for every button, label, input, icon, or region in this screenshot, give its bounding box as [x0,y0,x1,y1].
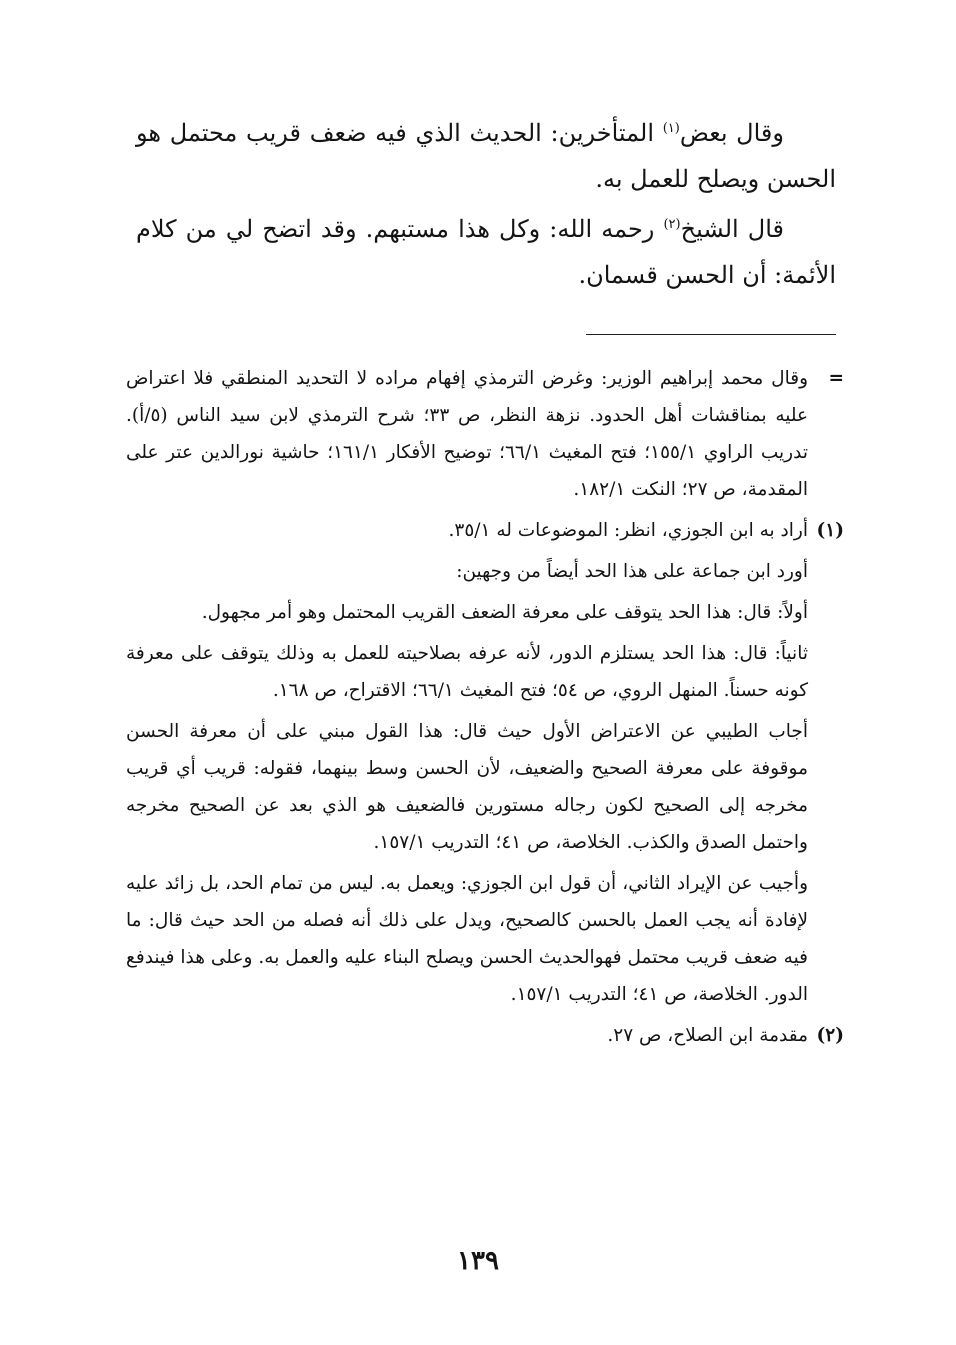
footnote-text: وقال محمد إبراهيم الوزير: وغرض الترمذي إفهام مراده لا التحديد المنطقي فلا اعتراض عليه بمناقشات أهل الحدود. نزهة النظر، ص ٣٣؛ شرح الترمذي لابن سيد الناس (٥/أ). تدريب الراوي ١٥٥/١؛ فتح المغيث ٦٦/١؛ توضيح الأفكار ١٦١/١؛ حاشية نورالدين عتر على المقدمة، ص ٢٧؛ النكت ١٨٢/١. [126,368,809,500]
footnote-ref-1: (١) [662,121,680,136]
main-paragraph [136,110,836,202]
footnote-text: مقدمة ابن الصلاح، ص ٢٧. [607,1025,808,1046]
footnote-separator [586,334,836,335]
footnote-text: ثانياً: قال: هذا الحد يستلزم الدور، لأنه عرفه بصلاحيته للعمل به وذلك يتوقف على معرفة كونه حسناً. المنهل الروي، ص ٥٤؛ فتح المغيث ٦٦/١؛ الاقتراح، ص ١٦٨. [126,643,808,701]
main-paragraph [136,206,836,298]
footnote-text: أورد ابن جماعة على هذا الحد أيضاً من وجهين: [456,561,808,582]
footnote-text: وأجيب عن الإيراد الثاني، أن قول ابن الجوزي: ويعمل به. ليس من تمام الحد، بل زائد عليه لإفادة أنه يجب العمل بالحسن كالصحيح، ويدل على ذلك أنه فصله من الحد حيث قال: ما فيه ضعف قريب محتمل فهوالحديث الحسن ويصلح البناء عليه والعمل به. وعلى هذا فيندفع الدور. الخلاصة، ص ٤١؛ التدريب ١٥٧/١. [126,873,808,1005]
footnote-text: أولاً: قال: هذا الحد يتوقف على معرفة الضعف القريب المحتمل وهو أمر مجهول. [201,602,808,623]
footnotes [126,360,844,1058]
footnote-2 [126,1017,844,1054]
main-paragraph-text: رحمه الله: وكل هذا مستبهم. وقد اتضح لي من كلام الأئمة: أن الحسن قسمان. [136,215,836,289]
main-text [136,110,836,302]
page-number: ١٣٩ [457,1246,499,1276]
footnote-text: أجاب الطيبي عن الاعتراض الأول حيث قال: هذا القول مبني على أن معرفة الحسن موقوفة على معرفة الصحيح والضعيف، لأن الحسن وسط بينهما، فقوله: قريب أي قريب مخرجه إلى الصحيح لكون رجاله مستورين فالضعيف هو الذي بعد عن الصحيح مخرجه واحتمل الصدق والكذب. الخلاصة، ص ٤١؛ التدريب ١٥٧/١. [126,721,808,853]
footnote-ref-2: (٢) [663,217,681,232]
main-paragraph-text: قال الشيخ [680,215,784,243]
main-paragraph-text: وقال بعض [679,119,784,147]
main-paragraph-text: المتأخرين: الحديث الذي فيه ضعف قريب محتمل هو الحسن ويصلح للعمل به. [136,119,836,193]
footnote-text: أراد به ابن الجوزي، انظر: الموضوعات له ٣٥/١. [448,520,808,541]
footnote-1 [126,512,844,1013]
footnote-mark: = [828,368,844,389]
footnote-mark: (٢) [816,1025,844,1046]
footnote-continuation [126,360,844,508]
footnote-mark: (١) [816,520,844,541]
